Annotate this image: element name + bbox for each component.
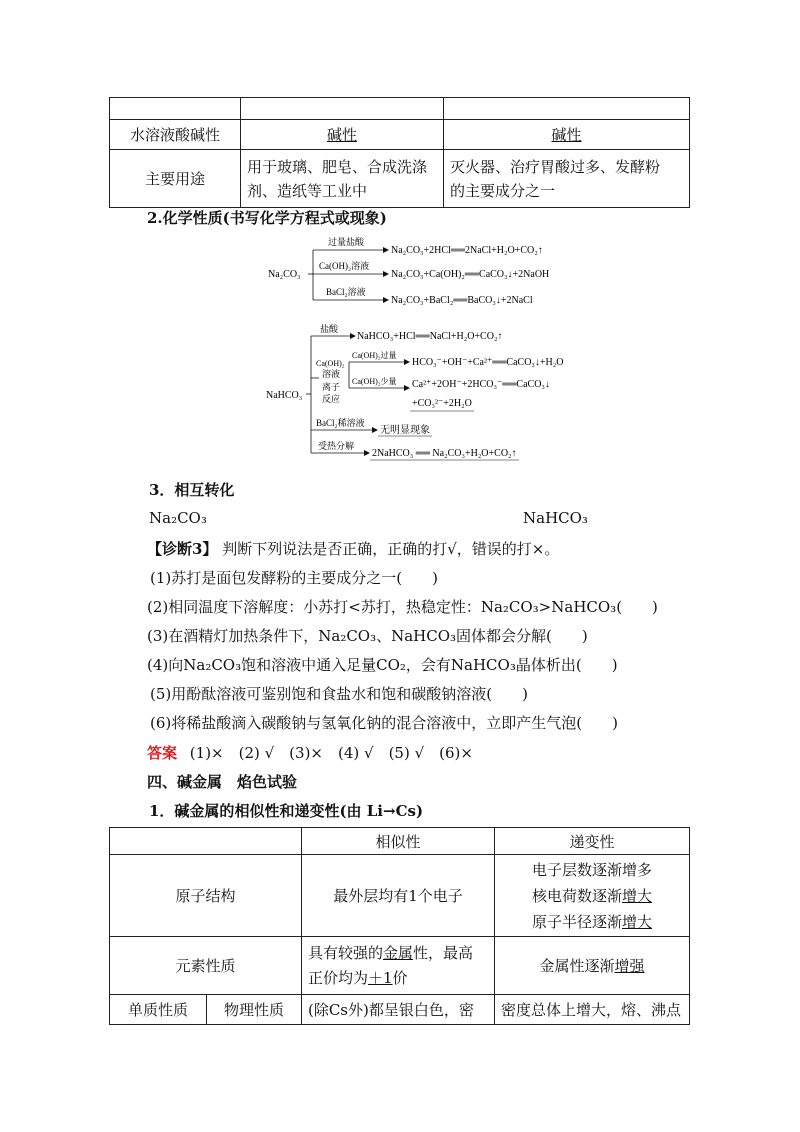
physical-gradient: 密度总体上增大，熔、沸点 [494,995,689,1025]
na2co3-acidity: 碱性 [241,120,444,150]
na2co3-uses-line: 剂、造纸等工业中 [247,181,368,200]
answer-line [147,742,473,763]
diagnosis-item-5: (5)用酚酞溶液可鉴别饱和食盐水和饱和碳酸钠溶液( ) [150,685,528,703]
top-table-cell [241,98,444,120]
diagnosis-item-4: (4)向Na₂CO₃饱和溶液中通入足量CO₂，会有NaHCO₃晶体析出( ) [147,656,618,674]
text: 具有较强的 [307,943,383,962]
atomic-gradient [494,855,689,937]
conversion-right: NaHCO₃ [523,509,588,527]
text: 金属性逐渐 [539,957,615,975]
text: 正价均为 [307,968,368,987]
gradient-line [501,909,683,935]
section-4-subtitle: 1．碱金属的相似性和递变性(由 Li→Cs) [149,802,424,820]
diagram2-source: NaHCO₃ [266,390,303,401]
na2co3-reaction-diagram [268,232,568,312]
nahco3-acidity: 碱性 [444,120,690,150]
text: 价 [392,968,408,987]
answer-text: (1)× (2) √ (3)× (4) √ (5) √ (6)× [189,744,473,762]
diagnosis-item-6: (6)将稀盐酸滴入碳酸钠与氢氧化钠的混合溶液中，立即产生气泡( ) [150,714,618,732]
answer-blank: 金属 [382,943,413,962]
caoh-label: Ca(OH)₂ [316,359,345,368]
na2co3-uses-line: 用于玻璃、肥皂、合成洗涤 [247,157,428,176]
branch-caoh2 [313,260,549,280]
caoh-label: 溶液 [322,369,341,379]
diagnosis-item-2: (2)相同温度下溶解度：小苏打<苏打，热稳定性：Na₂CO₃>NaHCO₃( ) [147,598,658,616]
top-table [109,97,690,208]
gradient-answer: 增大 [621,886,652,905]
excess-equation: HCO₃⁻+OH⁻+Ca²⁺══CaCO₃↓+H₂O [412,357,564,368]
text: 性，最高 [413,943,474,962]
diagnosis-instruction: 判断下列说法是否正确，正确的打√，错误的打×。 [222,540,560,558]
top-table-cell [110,98,241,120]
nahco3-uses-line: 灭火器、治疗胃酸过多、发酵粉 [450,157,661,176]
physical-similarity: (除Cs外)都呈银白色，密 [301,995,494,1025]
equation: Na₂CO₃+BaCl₂══BaCO₃↓+2NaCl [391,295,533,306]
diagnosis-header [147,538,559,559]
gradient-text: 原子半径逐渐 [531,912,622,931]
section-2-title: 2.化学性质(书写化学方程式或现象) [147,209,387,227]
little-reagent: Ca(OH)₂少量 [352,377,397,386]
equation: Na₂CO₃+2HCl══2NaCl+H₂O+CO₂↑ [391,245,543,256]
caoh-label: 离子 [322,382,341,392]
answer-blank: 增强 [614,957,645,975]
gradient-answer: 增大 [621,912,652,931]
bacl-reagent: BaCl₂稀溶液 [316,418,365,428]
row-label-physical: 物理性质 [207,995,302,1025]
gradient-line [501,883,683,909]
heat-reagent: 受热分解 [318,441,355,451]
answer-label: 答案 [147,744,178,762]
row-label-element-property: 元素性质 [110,937,302,995]
alkali-metal-table [109,827,690,1025]
element-gradient [494,937,689,995]
na2co3-uses [241,150,444,208]
branch-excess-hcl [313,236,543,256]
hcl-reagent: 盐酸 [320,324,339,334]
similarity-line [308,941,488,966]
reagent-label: Ca(OH)₂溶液 [319,261,370,271]
row-label-uses: 主要用途 [110,150,241,208]
reagent-label: 过量盐酸 [328,237,365,247]
atomic-similarity: 最外层均有1个电子 [301,855,494,937]
nahco3-uses-line: 的主要成分之一 [450,181,556,200]
row-label-simple-substance: 单质性质 [110,995,207,1025]
section-4-title: 四、碱金属 焰色试验 [147,773,298,791]
reagent-label: BaCl₂溶液 [326,287,366,297]
little-equation: +CO₃²⁻+2H₂O [412,398,472,409]
hcl-equation: NaHCO₃+HCl══NaCl+H₂O+CO₂↑ [357,331,503,342]
excess-reagent: Ca(OH)₂过量 [352,351,397,360]
section-3-title: 3．相互转化 [149,481,235,499]
row-label-acidity: 水溶液酸碱性 [110,120,241,150]
caoh-label: 反应 [322,394,341,404]
row-label-atomic-structure: 原子结构 [110,855,302,937]
gradient-text: 核电荷数逐渐 [531,886,622,905]
branch-bacl2 [313,286,533,306]
element-similarity [301,937,494,995]
header-similarity: 相似性 [301,828,494,855]
nahco3-reaction-diagram [264,322,584,468]
bacl-result: 无明显现象 [380,425,430,436]
little-equation: Ca²⁺+2OH⁻+2HCO₃⁻══CaCO₃↓ [412,379,550,390]
diagnosis-label: 【诊断3】 [147,540,218,558]
diagnosis-item-1: (1)苏打是面包发酵粉的主要成分之一( ) [150,569,438,587]
nahco3-uses [444,150,690,208]
similarity-line [308,966,488,991]
equation: Na₂CO₃+Ca(OH)₂══CaCO₃↓+2NaOH [391,269,550,280]
top-table-cell [444,98,690,120]
answer-blank: ＋1 [367,968,393,987]
heat-equation: 2NaHCO₃ ══ Na₂CO₃+H₂O+CO₂↑ [372,448,517,459]
header-empty-cell [110,828,302,855]
diagnosis-item-3: (3)在酒精灯加热条件下，Na₂CO₃、NaHCO₃固体都会分解( ) [147,627,588,645]
header-gradient: 递变性 [494,828,689,855]
gradient-line: 电子层数逐渐增多 [531,860,652,879]
diagram1-source: Na₂CO₃ [268,269,301,280]
conversion-left: Na₂CO₃ [149,509,207,527]
